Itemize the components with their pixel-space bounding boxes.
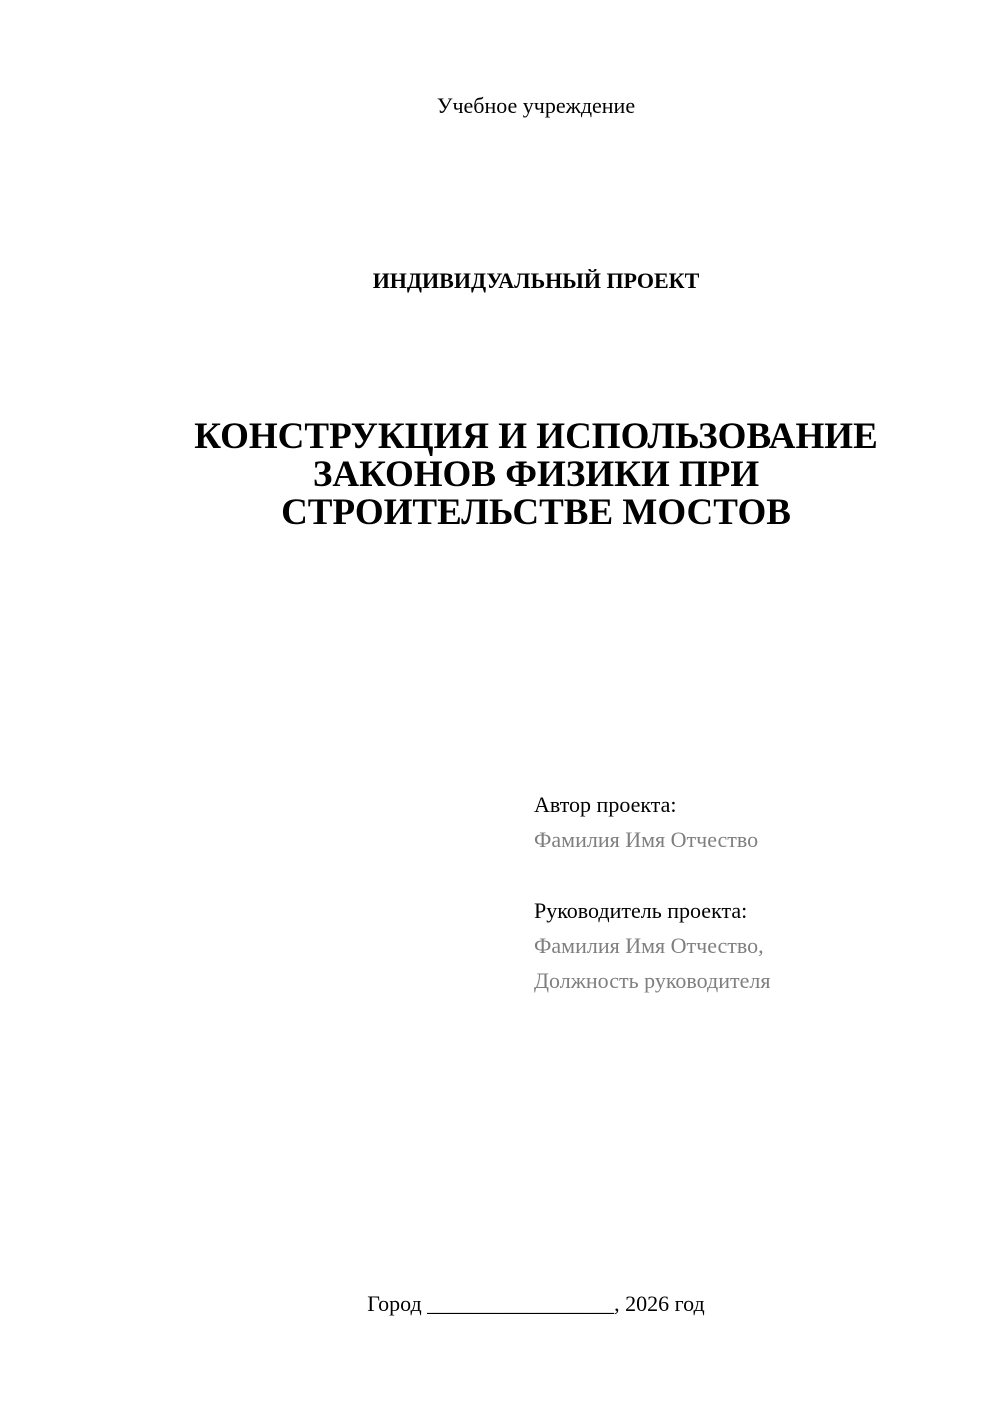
city-year-line xyxy=(0,1290,1000,1318)
city-blank: _________________ xyxy=(427,1291,615,1316)
credits-spacer xyxy=(534,857,974,893)
city-label: Город xyxy=(367,1291,422,1316)
project-title-line-3: СТРОИТЕЛЬСТВЕ МОСТОВ xyxy=(281,492,791,533)
project-title-line-2: ЗАКОНОВ ФИЗИКИ ПРИ xyxy=(312,454,760,495)
author-name: Фамилия Имя Отчество xyxy=(534,827,759,852)
project-type-heading: ИНДИВИДУАЛЬНЫЙ ПРОЕКТ xyxy=(372,268,700,293)
credits-block xyxy=(534,787,974,998)
project-title-line-1: КОНСТРУКЦИЯ И ИСПОЛЬЗОВАНИЕ xyxy=(194,416,878,457)
supervisor-position: Должность руководителя xyxy=(534,968,771,993)
supervisor-name: Фамилия Имя Отчество, xyxy=(534,933,764,958)
institution-name: Учебное учреждение xyxy=(436,93,636,118)
project-title xyxy=(100,418,972,532)
author-label: Автор проекта: xyxy=(534,792,677,817)
year-text: , 2026 год xyxy=(614,1291,705,1316)
supervisor-label: Руководитель проекта: xyxy=(534,898,748,923)
